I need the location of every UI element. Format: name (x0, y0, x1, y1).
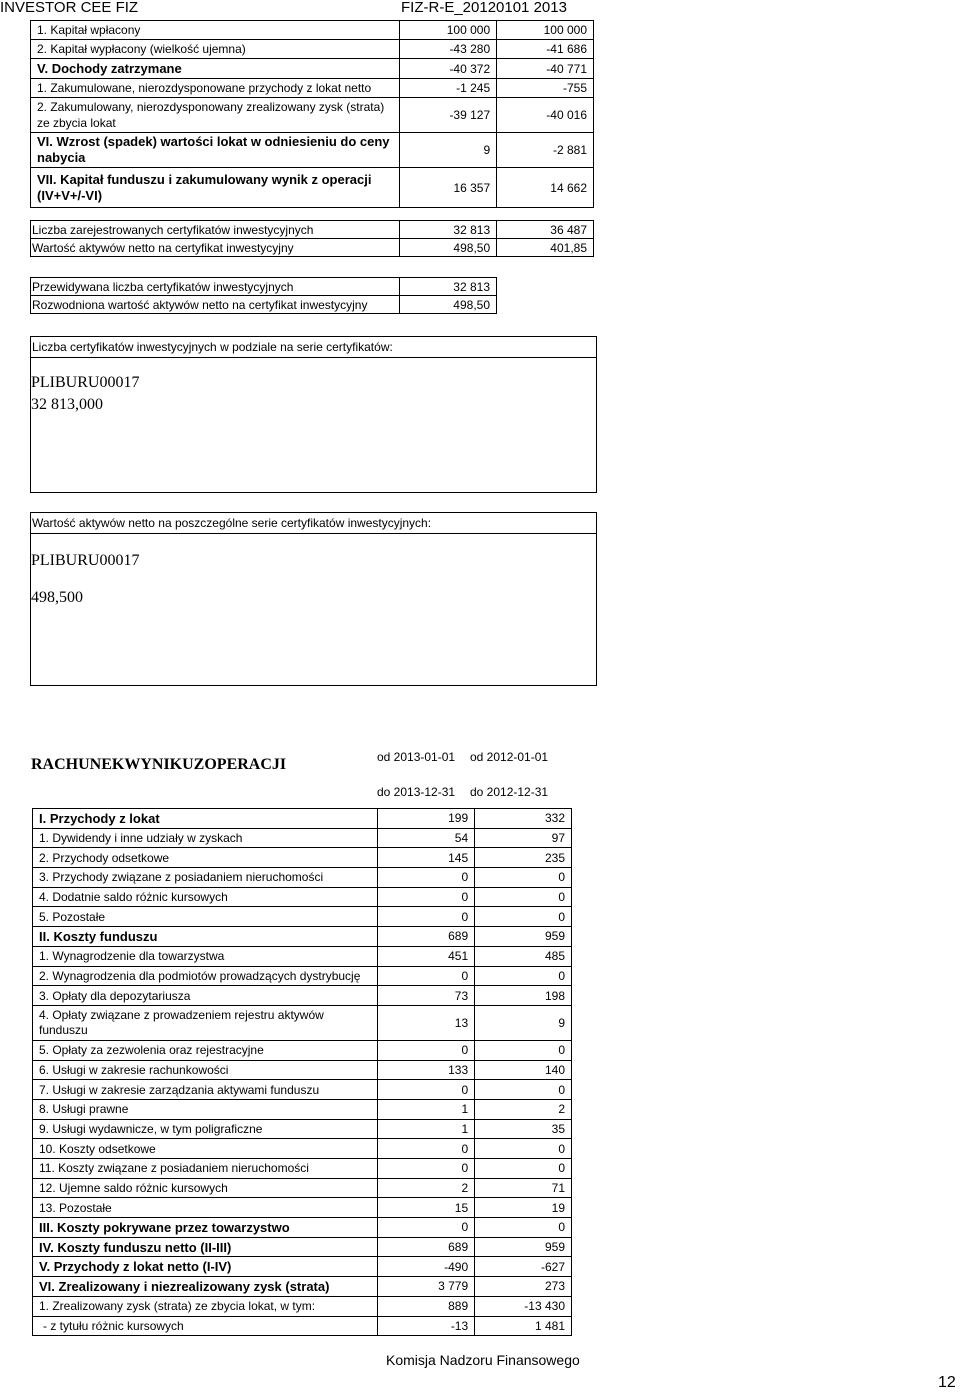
series-nav-caption: Wartość aktywów netto na poszczególne serie certyfikatów inwestycyjnych: (31, 513, 596, 534)
value-2013: 3 779 (378, 1277, 475, 1297)
table-row (31, 133, 594, 168)
row-label: III. Koszty pokrywane przez towarzystwo (33, 1218, 378, 1238)
table-row (31, 278, 497, 296)
value-2012: 97 (475, 828, 572, 848)
value-2013: 0 (378, 966, 475, 986)
table-row (33, 868, 572, 888)
value-2012: 2 (475, 1099, 572, 1119)
table-row (33, 927, 572, 947)
series-count-code: PLIBURU00017 (31, 374, 140, 391)
table-row (31, 296, 497, 314)
value-2012: 235 (475, 848, 572, 868)
value-2012: 100 000 (497, 21, 594, 40)
value-2013: 199 (378, 809, 475, 829)
value-2013: 54 (378, 828, 475, 848)
row-label: Liczba zarejestrowanych certyfikatów inwestycyjnych (31, 221, 400, 239)
value-2013: 0 (378, 1139, 475, 1159)
table-row (33, 1257, 572, 1277)
table-row (33, 1060, 572, 1080)
series-count-caption: Liczba certyfikatów inwestycyjnych w podziale na serie certyfikatów: (31, 337, 596, 358)
row-label: 2. Przychody odsetkowe (33, 848, 378, 868)
value-2013: -13 (378, 1316, 475, 1336)
page-number: 12 (938, 1374, 956, 1391)
value-2013: -39 127 (400, 98, 497, 133)
table-row (33, 966, 572, 986)
value-2013: 498,50 (400, 296, 497, 314)
certificate-table (30, 220, 594, 257)
value-2012: 14 662 (497, 168, 594, 208)
series-count-box (30, 336, 597, 493)
col1-from: od 2013-01-01 (377, 750, 456, 764)
value-2013: 13 (378, 1005, 475, 1040)
value-2013: 9 (400, 133, 497, 168)
row-label: II. Koszty funduszu (33, 927, 378, 947)
value-2012: 0 (475, 1218, 572, 1238)
value-2013: 689 (378, 1237, 475, 1257)
series-nav-code: PLIBURU00017 (31, 552, 140, 569)
row-label: 1. Zakumulowane, nierozdysponowane przychody z lokat netto (31, 79, 400, 98)
table-row (33, 848, 572, 868)
value-2013: -43 280 (400, 40, 497, 59)
value-2013: 0 (378, 1040, 475, 1060)
value-2013: 889 (378, 1296, 475, 1316)
table-row (31, 98, 594, 133)
row-label: 9. Usługi wydawnicze, w tym poligraficzne (33, 1119, 378, 1139)
value-2013: 1 (378, 1119, 475, 1139)
row-label: 2. Zakumulowany, nierozdysponowany zrealizowany zysk (strata) ze zbycia lokat (31, 98, 400, 133)
table-row (31, 40, 594, 59)
table-row (33, 1099, 572, 1119)
value-2012: 198 (475, 986, 572, 1006)
value-2012: 0 (475, 1139, 572, 1159)
value-2012: 140 (475, 1060, 572, 1080)
value-2012: 485 (475, 946, 572, 966)
table-row (33, 1159, 572, 1179)
col1-to: do 2013-12-31 (377, 785, 456, 799)
table-row (31, 221, 594, 239)
row-label: 2. Kapitał wypłacony (wielkość ujemna) (31, 40, 400, 59)
value-2013: 100 000 (400, 21, 497, 40)
forecast-table (30, 277, 497, 314)
row-label: 1. Dywidendy i inne udziały w zyskach (33, 828, 378, 848)
row-label: 11. Koszty związane z posiadaniem nieruchomości (33, 1159, 378, 1179)
table-row (33, 1218, 572, 1238)
value-2013: -490 (378, 1257, 475, 1277)
header-right: FIZ-R-E_20120101 2013 (401, 0, 567, 16)
value-2012: 0 (475, 966, 572, 986)
table-row (33, 1040, 572, 1060)
rachunek-table (32, 808, 572, 1336)
row-label: 1. Wynagrodzenie dla towarzystwa (33, 946, 378, 966)
value-2012: 36 487 (497, 221, 594, 239)
row-label: 3. Opłaty dla depozytariusza (33, 986, 378, 1006)
row-label: 8. Usługi prawne (33, 1099, 378, 1119)
row-label: 13. Pozostałe (33, 1198, 378, 1218)
row-label: VI. Wzrost (spadek) wartości lokat w odniesieniu do ceny nabycia (31, 133, 400, 168)
value-2013: 145 (378, 848, 475, 868)
value-2012: 401,85 (497, 239, 594, 257)
row-label: VII. Kapitał funduszu i zakumulowany wynik z operacji (IV+V+/-VI) (31, 168, 400, 208)
value-2013: 1 (378, 1099, 475, 1119)
value-2013: 2 (378, 1178, 475, 1198)
value-2013: -40 372 (400, 59, 497, 79)
value-2013: 32 813 (400, 221, 497, 239)
series-nav-value: 498,500 (31, 589, 83, 606)
value-2012: 71 (475, 1178, 572, 1198)
row-label: 2. Wynagrodzenia dla podmiotów prowadzących dystrybucję (33, 966, 378, 986)
table-row (33, 946, 572, 966)
row-label: V. Dochody zatrzymane (31, 59, 400, 79)
row-label: I. Przychody z lokat (33, 809, 378, 829)
series-count-value: 32 813,000 (31, 396, 103, 413)
value-2012: 0 (475, 1159, 572, 1179)
row-label: Wartość aktywów netto na certyfikat inwestycyjny (31, 239, 400, 257)
value-2013: 0 (378, 868, 475, 888)
header-left: INVESTOR CEE FIZ (0, 0, 139, 16)
value-2013: 32 813 (400, 278, 497, 296)
value-2013: 689 (378, 927, 475, 947)
table-row (33, 1296, 572, 1316)
row-label: 6. Usługi w zakresie rachunkowości (33, 1060, 378, 1080)
row-label: 5. Opłaty za zezwolenia oraz rejestracyjne (33, 1040, 378, 1060)
value-2013: 498,50 (400, 239, 497, 257)
value-2012: -40 771 (497, 59, 594, 79)
value-2012: 0 (475, 868, 572, 888)
row-label: 4. Dodatnie saldo różnic kursowych (33, 887, 378, 907)
row-label: 10. Koszty odsetkowe (33, 1139, 378, 1159)
col2-to: do 2012-12-31 (470, 785, 549, 799)
value-2013: 73 (378, 986, 475, 1006)
table-row (33, 887, 572, 907)
footer-text: Komisja Nadzoru Finansowego (386, 1352, 580, 1368)
table-row (33, 1080, 572, 1100)
value-2012: 959 (475, 1237, 572, 1257)
table-row (33, 1316, 572, 1336)
row-label: 5. Pozostałe (33, 907, 378, 927)
value-2012: -2 881 (497, 133, 594, 168)
value-2012: -755 (497, 79, 594, 98)
row-label: 3. Przychody związane z posiadaniem nieruchomości (33, 868, 378, 888)
value-2012: -13 430 (475, 1296, 572, 1316)
col2-from: od 2012-01-01 (470, 750, 549, 764)
row-label: 4. Opłaty związane z prowadzeniem rejestru aktywów funduszu (33, 1005, 378, 1040)
table-row (33, 828, 572, 848)
row-label: 7. Usługi w zakresie zarządzania aktywami funduszu (33, 1080, 378, 1100)
table-row (33, 1237, 572, 1257)
row-label: IV. Koszty funduszu netto (II-III) (33, 1237, 378, 1257)
table-row (33, 809, 572, 829)
value-2012: 9 (475, 1005, 572, 1040)
value-2012: -41 686 (497, 40, 594, 59)
value-2012: 19 (475, 1198, 572, 1218)
equity-table (30, 20, 594, 208)
table-row (31, 239, 594, 257)
row-label: 1. Zrealizowany zysk (strata) ze zbycia lokat, w tym: (33, 1296, 378, 1316)
value-2013: 133 (378, 1060, 475, 1080)
value-2012: -40 016 (497, 98, 594, 133)
row-label: VI. Zrealizowany i niezrealizowany zysk (strata) (33, 1277, 378, 1297)
table-row (33, 1198, 572, 1218)
value-2012: 0 (475, 887, 572, 907)
value-2013: -1 245 (400, 79, 497, 98)
value-2012: 0 (475, 907, 572, 927)
row-label: V. Przychody z lokat netto (I-IV) (33, 1257, 378, 1277)
value-2012: 0 (475, 1040, 572, 1060)
table-row (33, 1277, 572, 1297)
table-row (33, 1119, 572, 1139)
value-2013: 15 (378, 1198, 475, 1218)
table-row (33, 1139, 572, 1159)
value-2013: 0 (378, 887, 475, 907)
value-2013: 451 (378, 946, 475, 966)
table-row (31, 168, 594, 208)
series-nav-box (30, 512, 597, 686)
value-2012: 959 (475, 927, 572, 947)
row-label: Rozwodniona wartość aktywów netto na certyfikat inwestycyjny (31, 296, 400, 314)
value-2012: 0 (475, 1080, 572, 1100)
table-row (33, 986, 572, 1006)
rachunek-title: RACHUNEKWYNIKUZOPERACJI (31, 756, 287, 773)
value-2013: 0 (378, 907, 475, 927)
row-label: 12. Ujemne saldo różnic kursowych (33, 1178, 378, 1198)
table-row (31, 21, 594, 40)
value-2012: 273 (475, 1277, 572, 1297)
value-2012: 332 (475, 809, 572, 829)
row-label: - z tytułu różnic kursowych (33, 1316, 378, 1336)
value-2013: 0 (378, 1080, 475, 1100)
value-2013: 0 (378, 1218, 475, 1238)
value-2013: 0 (378, 1159, 475, 1179)
table-row (31, 59, 594, 79)
value-2012: -627 (475, 1257, 572, 1277)
table-row (33, 1005, 572, 1040)
row-label: 1. Kapitał wpłacony (31, 21, 400, 40)
table-row (33, 907, 572, 927)
table-row (31, 79, 594, 98)
table-row (33, 1178, 572, 1198)
value-2013: 16 357 (400, 168, 497, 208)
row-label: Przewidywana liczba certyfikatów inwestycyjnych (31, 278, 400, 296)
value-2012: 1 481 (475, 1316, 572, 1336)
value-2012: 35 (475, 1119, 572, 1139)
